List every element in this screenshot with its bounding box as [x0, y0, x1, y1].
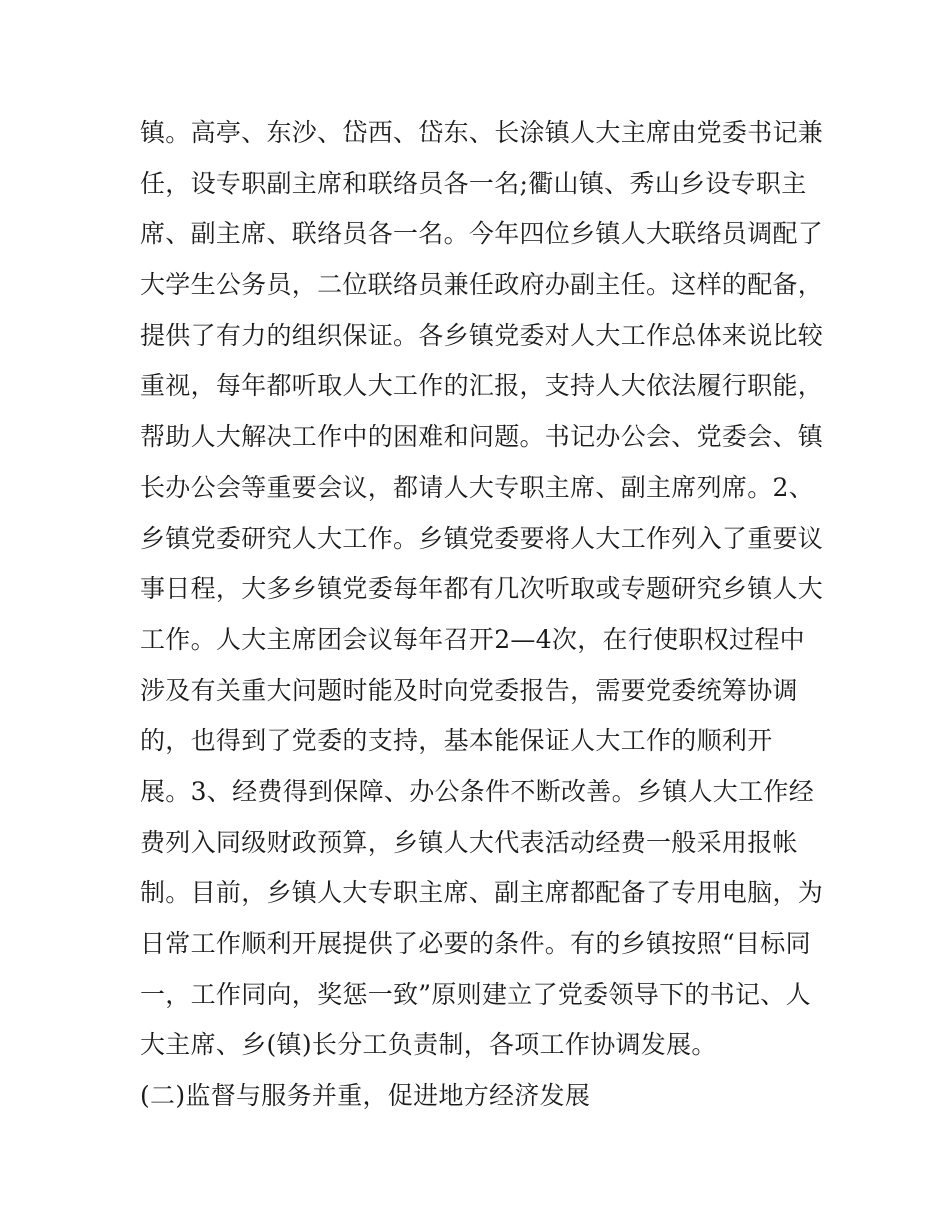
- text-line-10: 事日程，大多乡镇党委每年都有几次听取或专题研究乡镇人大: [140, 574, 824, 604]
- text-line-17: 日常工作顺利开展提供了必要的条件。有的乡镇按照“目标同: [140, 929, 811, 958]
- text-line-14: 展。3、经费得到保障、办公条件不断改善。乡镇人大工作经: [140, 776, 815, 806]
- text-line-1: 镇。高亭、东沙、岱西、岱东、长涂镇人大主席由党委书记兼: [140, 118, 824, 147]
- text-line-12: 涉及有关重大问题时能及时向党委报告，需要党委统筹协调: [140, 675, 798, 705]
- text-line-11: 工作。人大主席团会议每年召开2—4次，在行使职权过程中: [140, 624, 805, 654]
- text-line-7: 帮助人大解决工作中的困难和问题。书记办公会、党委会、镇: [140, 422, 824, 452]
- text-line-19: 大主席、乡(镇)长分工负责制，各项工作协调发展。: [140, 1030, 717, 1060]
- text-line-3: 席、副主席、联络员各一名。今年四位乡镇人大联络员调配了: [140, 219, 824, 249]
- text-line-13: 的，也得到了党委的支持，基本能保证人大工作的顺利开: [140, 726, 773, 756]
- text-line-16: 制。目前，乡镇人大专职主席、副主席都配备了专用电脑，为: [140, 878, 824, 908]
- body-text: [140, 108, 824, 1122]
- text-line-8: 长办公会等重要会议，都请人大专职主席、副主席列席。2、: [140, 472, 815, 502]
- text-line-15: 费列入同级财政预算，乡镇人大代表活动经费一般采用报帐: [140, 827, 798, 857]
- section-heading: (二)监督与服务并重，促进地方经济发展: [140, 1081, 591, 1111]
- text-line-2: 任，设专职副主席和联络员各一名;衢山镇、秀山乡设专职主: [140, 168, 807, 198]
- text-line-18: 一，工作同向，奖惩一致”原则建立了党委领导下的书记、人: [140, 979, 811, 1009]
- text-line-4: 大学生公务员，二位联络员兼任政府办副主任。这样的配备，: [140, 270, 824, 300]
- text-line-5: 提供了有力的组织保证。各乡镇党委对人大工作总体来说比较: [140, 320, 824, 350]
- text-line-9: 乡镇党委研究人大工作。乡镇党委要将人大工作列入了重要议: [140, 523, 824, 553]
- text-line-6: 重视，每年都听取人大工作的汇报，支持人大依法履行职能，: [140, 371, 824, 401]
